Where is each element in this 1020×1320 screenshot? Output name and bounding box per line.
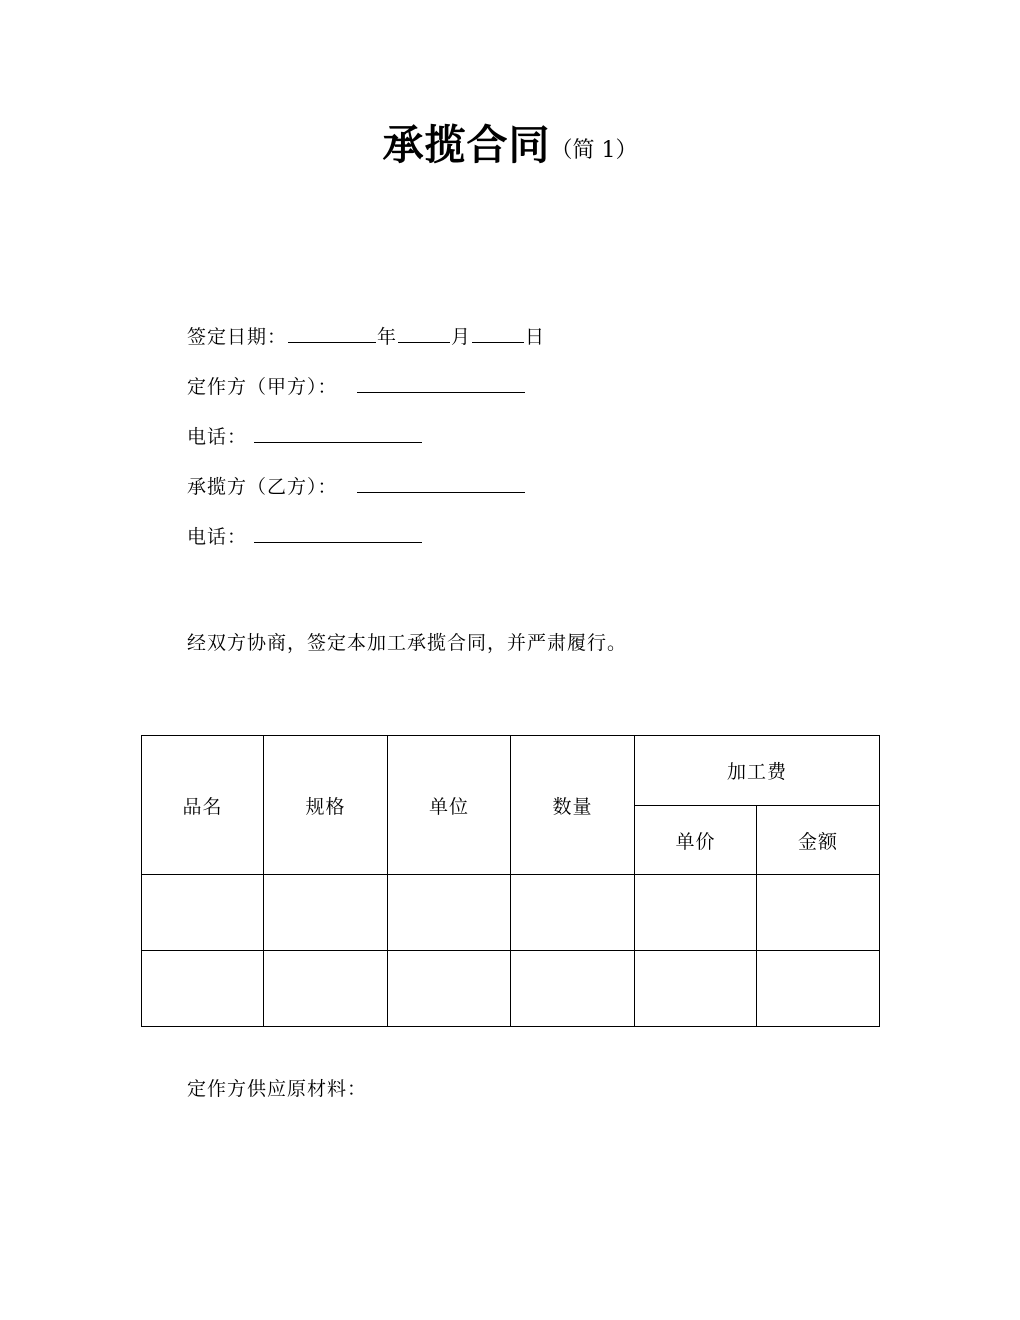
table-header-amount: 金额 bbox=[757, 806, 880, 875]
table-body bbox=[142, 875, 880, 1027]
cell-quantity[interactable] bbox=[511, 875, 635, 951]
table-header-unit-price: 单价 bbox=[635, 806, 757, 875]
cell-product-name[interactable] bbox=[142, 951, 264, 1027]
party-a-blank[interactable] bbox=[357, 376, 525, 393]
signing-date-label: 签定日期： bbox=[187, 326, 288, 348]
contract-form-fields bbox=[187, 312, 907, 562]
year-unit-label: 年 bbox=[377, 326, 398, 348]
signing-date-month-blank[interactable] bbox=[398, 326, 450, 343]
cell-unit[interactable] bbox=[388, 951, 511, 1027]
materials-supplied-label: 定作方供应原材料： bbox=[187, 1078, 368, 1100]
table-header-processing-fee: 加工费 bbox=[635, 736, 880, 806]
signing-date-day-blank[interactable] bbox=[472, 326, 524, 343]
party-b-phone-blank[interactable] bbox=[254, 526, 422, 543]
cell-specification[interactable] bbox=[264, 951, 388, 1027]
page-title-suffix: （简 1） bbox=[550, 138, 638, 163]
cell-unit-price[interactable] bbox=[635, 951, 757, 1027]
signing-date-year-blank[interactable] bbox=[288, 326, 376, 343]
table-header bbox=[142, 736, 880, 875]
party-b-label: 承揽方（乙方）： bbox=[187, 476, 338, 498]
cell-unit[interactable] bbox=[388, 875, 511, 951]
cell-amount[interactable] bbox=[757, 951, 880, 1027]
cell-unit-price[interactable] bbox=[635, 875, 757, 951]
table-header-quantity: 数量 bbox=[511, 736, 635, 875]
field-row-signing-date bbox=[187, 312, 907, 362]
day-unit-label: 日 bbox=[525, 326, 546, 348]
cell-product-name[interactable] bbox=[142, 875, 264, 951]
field-row-party-b-phone bbox=[187, 512, 907, 562]
cell-specification[interactable] bbox=[264, 875, 388, 951]
party-a-phone-label: 电话： bbox=[187, 426, 248, 448]
field-row-party-b bbox=[187, 462, 907, 512]
table-header-row-top bbox=[142, 736, 880, 806]
party-a-label: 定作方（甲方）： bbox=[187, 376, 338, 398]
party-b-blank[interactable] bbox=[357, 476, 525, 493]
field-row-party-a-phone bbox=[187, 412, 907, 462]
table-header-product-name: 品名 bbox=[142, 736, 264, 875]
month-unit-label: 月 bbox=[451, 326, 472, 348]
cell-amount[interactable] bbox=[757, 875, 880, 951]
cell-quantity[interactable] bbox=[511, 951, 635, 1027]
field-row-party-a bbox=[187, 362, 907, 412]
table-row bbox=[142, 951, 880, 1027]
table-header-specification: 规格 bbox=[264, 736, 388, 875]
table-row bbox=[142, 875, 880, 951]
party-a-phone-blank[interactable] bbox=[254, 426, 422, 443]
processing-items-table bbox=[141, 735, 880, 1027]
page-title-main: 承揽合同 bbox=[382, 121, 551, 169]
page-title bbox=[0, 112, 1020, 171]
party-b-phone-label: 电话： bbox=[187, 526, 248, 548]
agreement-paragraph: 经双方协商，签定本加工承揽合同，并严肃履行。 bbox=[187, 632, 628, 654]
table-header-unit: 单位 bbox=[388, 736, 511, 875]
